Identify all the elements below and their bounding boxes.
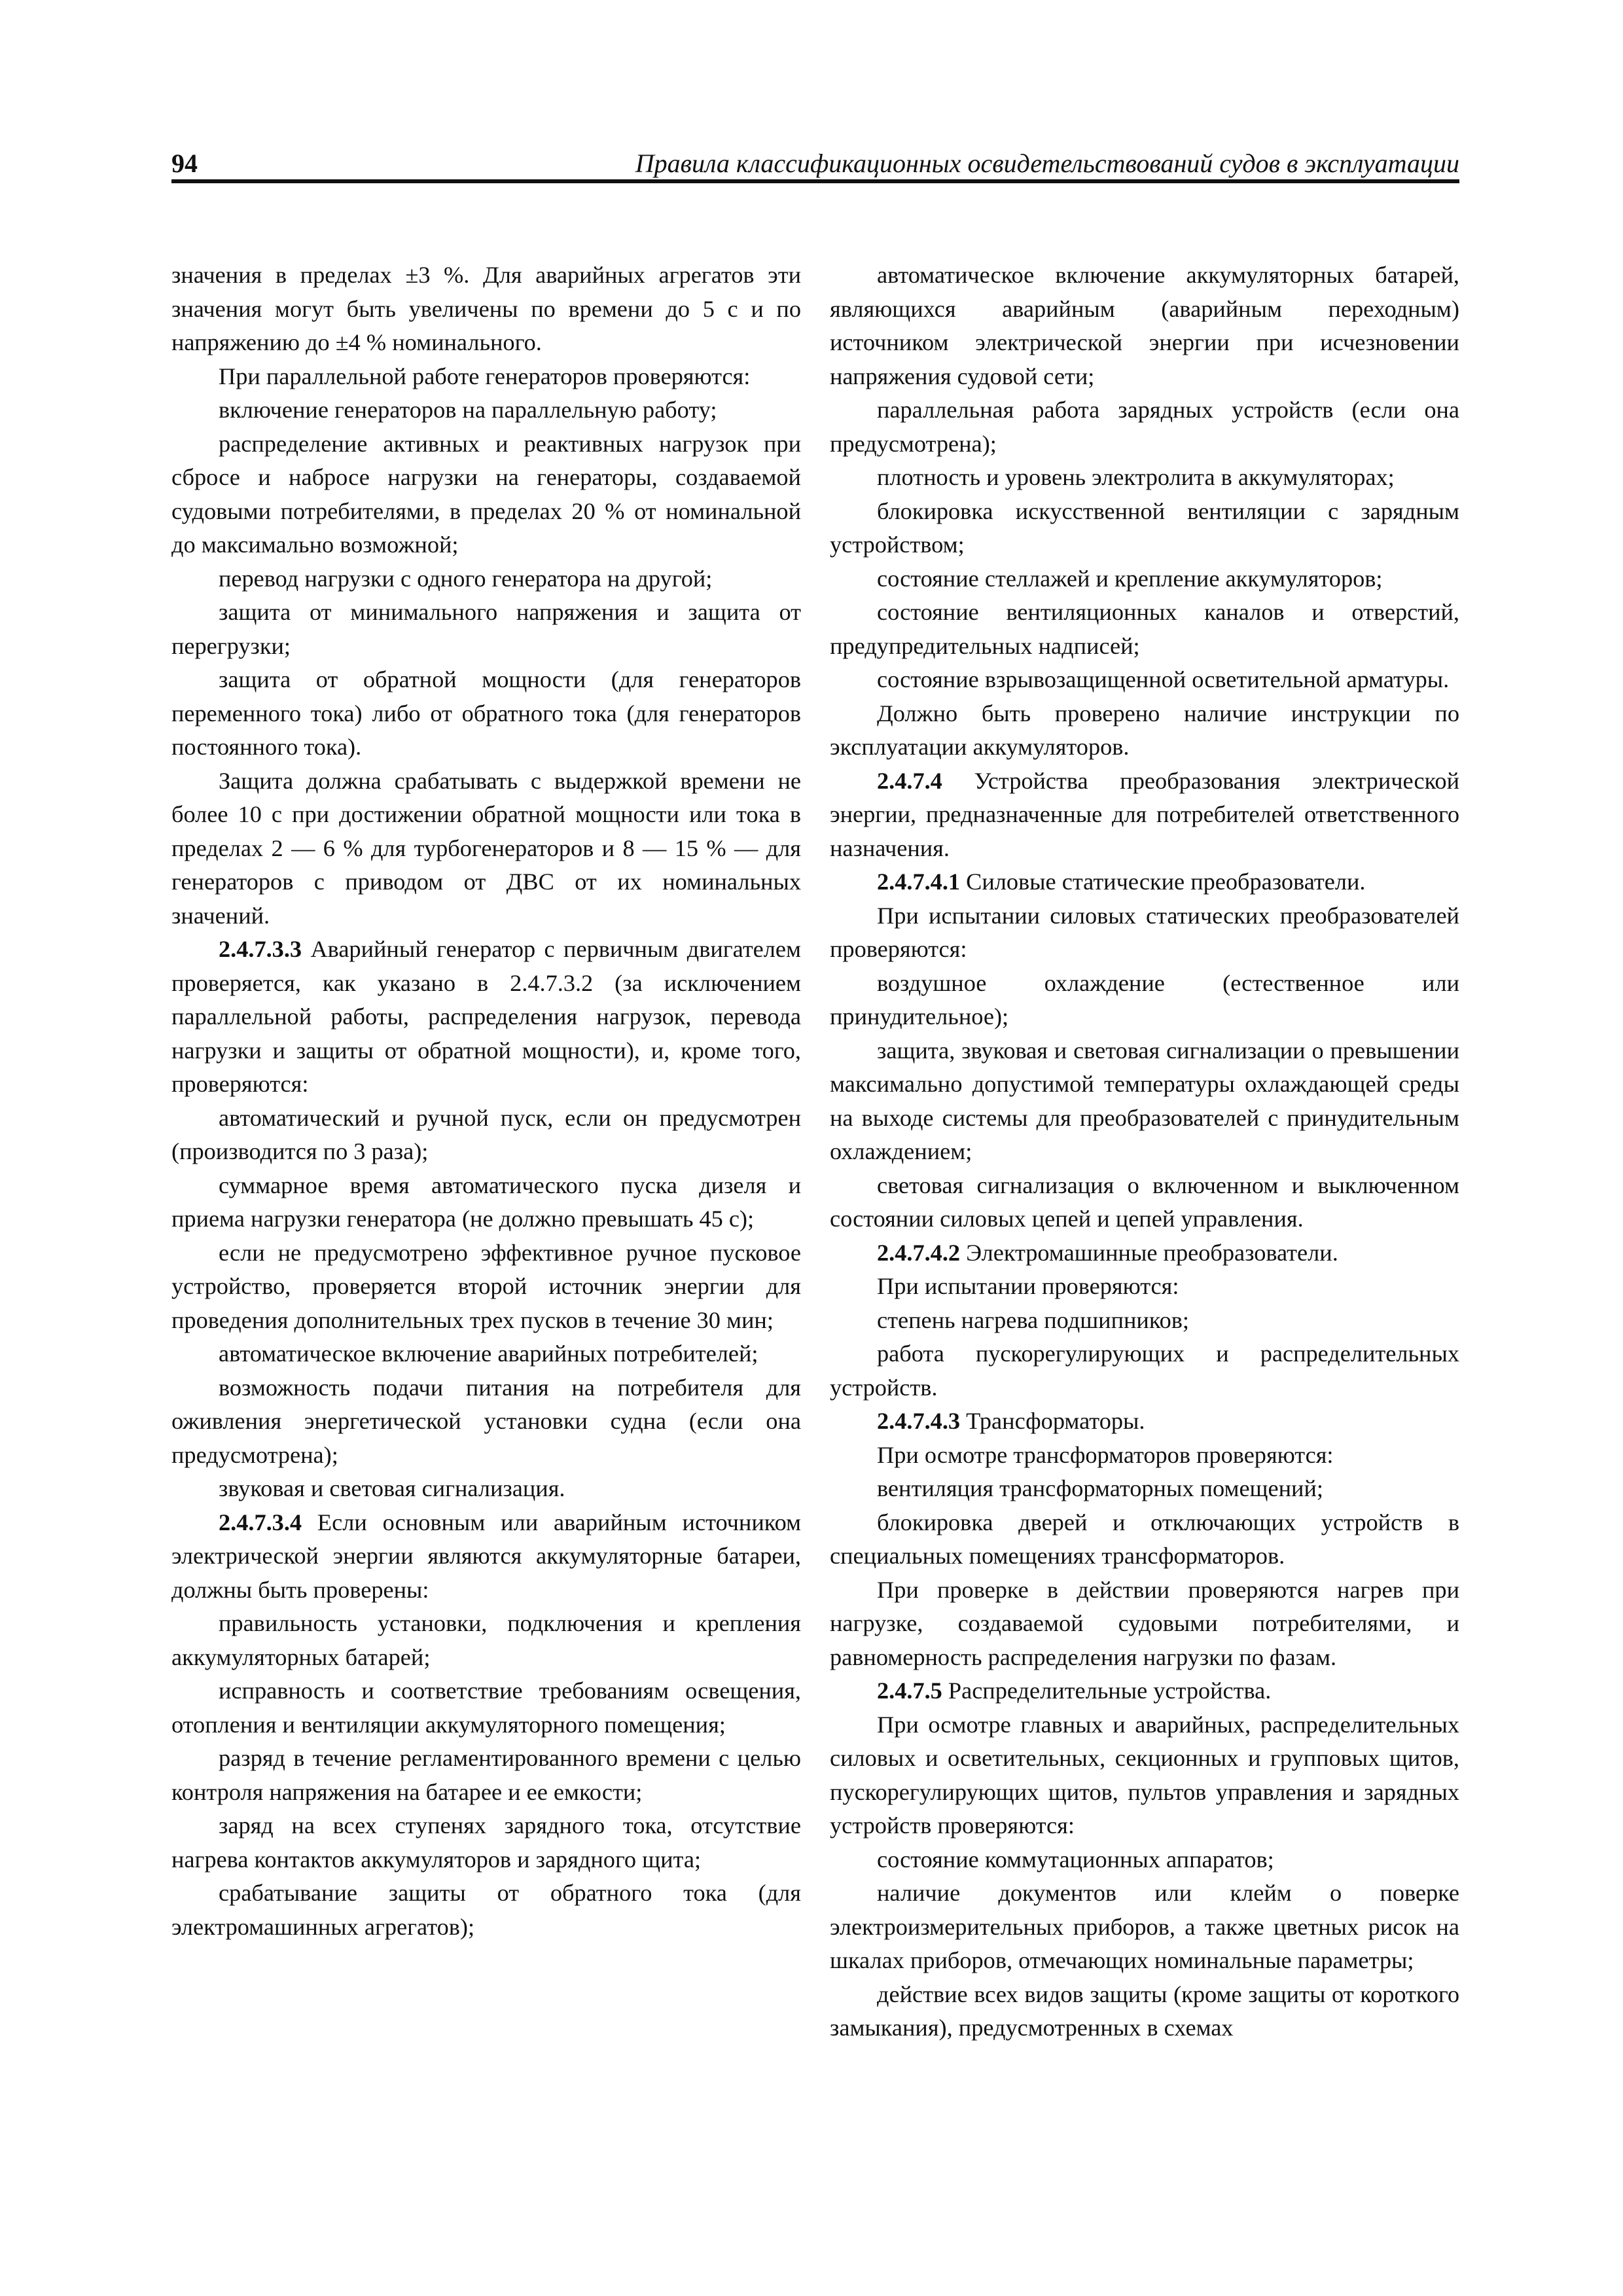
paragraph-text: исправность и соответствие требованиям освещения, отопления и вентиляции аккумуляторного помещения; [171,1677,801,1738]
section-number: 2.4.7.3.4 [219,1509,302,1535]
paragraph-text: состояние взрывозащищенной осветительной арматуры. [877,666,1450,692]
paragraph [171,1742,801,1809]
section-number: 2.4.7.4.2 [877,1239,961,1266]
paragraph-text: действие всех видов защиты (кроме защиты от короткого замыкания), предусмотренных в схемах [830,1981,1459,2041]
paragraph-text: состояние коммутационных аппаратов; [877,1846,1274,1873]
paragraph-text: распределение активных и реактивных нагрузок при сбросе и набросе нагрузки на генераторы, создаваемой судовыми потребителями, в пределах 20 % от номинальной до максимально возможной; [171,430,801,558]
paragraph [830,697,1459,764]
paragraph-text: Силовые статические преобразователи. [960,869,1366,895]
paragraph [171,1506,801,1607]
paragraph [830,1405,1459,1439]
paragraph [171,1674,801,1742]
paragraph-text: состояние вентиляционных каналов и отверстий, предупредительных надписей; [830,599,1459,659]
paragraph [171,764,801,933]
paragraph [830,1843,1459,1877]
paragraph [830,259,1459,393]
paragraph [171,1876,801,1944]
paragraph-text: правильность установки, подключения и крепления аккумуляторных батарей; [171,1610,801,1670]
paragraph [171,1371,801,1473]
paragraph-text: При проверке в действии проверяются нагрев при нагрузке, создаваемой судовыми потребителями, и равномерность распределения нагрузки по фазам. [830,1576,1459,1670]
paragraph [830,1472,1459,1506]
paragraph [830,1304,1459,1338]
paragraph [830,1034,1459,1169]
paragraph [830,1337,1459,1405]
paragraph-text: Трансформаторы. [960,1408,1145,1434]
paragraph-text: значения в пределах ±3 %. Для аварийных агрегатов эти значения могут быть увеличены по времени до 5 с и по напряжению до ±4 % номинального. [171,262,801,355]
paragraph-text: Распределительные устройства. [942,1677,1272,1704]
paragraph [830,1708,1459,1843]
paragraph [171,360,801,394]
paragraph [830,764,1459,866]
paragraph-text: наличие документов или клейм о поверке электроизмерительных приборов, а также цветных рисок на шкалах приборов, отмечающих номинальные параметры; [830,1880,1459,1973]
section-number: 2.4.7.5 [877,1677,942,1704]
paragraph-text: Должно быть проверено наличие инструкции по эксплуатации аккумуляторов. [830,700,1459,760]
paragraph-text: При параллельной работе генераторов проверяются: [219,363,751,389]
paragraph [830,562,1459,596]
paragraph [830,1876,1459,1978]
left-column [171,259,801,1944]
paragraph-text: автоматическое включение аварийных потребителей; [219,1340,758,1367]
paragraph [171,1102,801,1169]
paragraph-text: Аварийный генератор с первичным двигателем проверяется, как указано в 2.4.7.3.2 (за исключением параллельной работы, распределения нагрузок, перевода нагрузки и защиты от обратной мощности), и, кроме того, проверяются: [171,936,801,1097]
paragraph [830,1270,1459,1304]
paragraph [171,1809,801,1876]
paragraph [830,495,1459,562]
section-number: 2.4.7.4.3 [877,1408,961,1434]
paragraph-text: разряд в течение регламентированного времени с целью контроля напряжения на батарее и ее емкости; [171,1745,801,1805]
paragraph [830,967,1459,1034]
paragraph [830,1169,1459,1236]
paragraph [171,1337,801,1371]
right-column [830,259,1459,2045]
paragraph [830,1674,1459,1708]
paragraph [171,562,801,596]
paragraph-text: перевод нагрузки с одного генератора на другой; [219,565,713,592]
paragraph-text: защита от обратной мощности (для генераторов переменного тока) либо от обратного тока (для генераторов постоянного тока). [171,666,801,760]
paragraph [830,865,1459,899]
paragraph [171,596,801,663]
paragraph-text: если не предусмотрено эффективное ручное пусковое устройство, проверяется второй источник энергии для проведения дополнительных трех пусков в течение 30 мин; [171,1239,801,1333]
paragraph-text: При испытании проверяются: [877,1273,1179,1299]
paragraph-text: При осмотре главных и аварийных, распределительных силовых и осветительных, секционных и групповых щитов, пускорегулирующих щитов, пультов управления и зарядных устройств проверяются: [830,1711,1459,1839]
paragraph [830,596,1459,663]
paragraph [830,1978,1459,2045]
section-number: 2.4.7.4.1 [877,869,961,895]
paragraph-text: звуковая и световая сигнализация. [219,1475,565,1501]
paragraph [171,1607,801,1674]
paragraph-text: При испытании силовых статических преобразователей проверяются: [830,902,1459,962]
paragraph-text: При осмотре трансформаторов проверяются: [877,1441,1334,1468]
paragraph-text: параллельная работа зарядных устройств (если она предусмотрена); [830,397,1459,457]
paragraph-text: плотность и уровень электролита в аккумуляторах; [877,464,1395,490]
paragraph [830,1573,1459,1675]
paragraph-text: Если основным или аварийным источником электрической энергии являются аккумуляторные батареи, должны быть проверены: [171,1509,801,1603]
paragraph [171,393,801,427]
paragraph-text: Устройства преобразования электрической энергии, предназначенные для потребителей ответственного назначения. [830,767,1459,861]
paragraph [830,1506,1459,1573]
header-rule [171,179,1459,183]
paragraph [171,1472,801,1506]
paragraph-text: Защита должна срабатывать с выдержкой времени не более 10 с при достижении обратной мощности или тока в пределах 2 — 6 % для турбогенераторов и 8 — 15 % — для генераторов с приводом от ДВС от их номинальных значений. [171,767,801,929]
paragraph [830,1439,1459,1473]
page-number: 94 [171,149,198,178]
paragraph-text: блокировка искусственной вентиляции с зарядным устройством; [830,497,1459,558]
paragraph [171,1169,801,1236]
paragraph [171,259,801,360]
paragraph-text: срабатывание защиты от обратного тока (для электромашинных агрегатов); [171,1880,801,1940]
paragraph [171,663,801,764]
paragraph-text: автоматический и ручной пуск, если он предусмотрен (производится по 3 раза); [171,1104,801,1164]
paragraph-text: воздушное охлаждение (естественное или принудительное); [830,969,1459,1030]
paragraph [171,933,801,1102]
paragraph-text: вентиляция трансформаторных помещений; [877,1475,1323,1501]
paragraph [830,663,1459,697]
section-number: 2.4.7.3.3 [219,936,302,962]
paragraph-text: блокировка дверей и отключающих устройств в специальных помещениях трансформаторов. [830,1509,1459,1569]
paragraph-text: Электромашинные преобразователи. [960,1239,1338,1266]
running-title: Правила классификационных освидетельствований судов в эксплуатации [635,149,1459,178]
paragraph-text: включение генераторов на параллельную работу; [219,397,717,423]
page-header [171,145,1459,182]
paragraph-text: возможность подачи питания на потребителя для оживления энергетической установки судна (если она предусмотрена); [171,1374,801,1468]
paragraph [171,1236,801,1338]
paragraph-text: автоматическое включение аккумуляторных батарей, являющихся аварийным (аварийным переходным) источником электрической энергии при исчезновении напряжения судовой сети; [830,262,1459,389]
paragraph [830,1236,1459,1270]
paragraph-text: защита от минимального напряжения и защита от перегрузки; [171,599,801,659]
paragraph-text: состояние стеллажей и крепление аккумуляторов; [877,565,1383,592]
paragraph-text: защита, звуковая и световая сигнализации о превышении максимально допустимой температуры охлаждающей среды на выходе системы для преобразователей с принудительным охлаждением; [830,1037,1459,1164]
paragraph-text: суммарное время автоматического пуска дизеля и приема нагрузки генератора (не должно превышать 45 с); [171,1172,801,1232]
paragraph-text: заряд на всех ступенях зарядного тока, отсутствие нагрева контактов аккумуляторов и зарядного щита; [171,1812,801,1873]
paragraph-text: работа пускорегулирующих и распределительных устройств. [830,1340,1459,1401]
paragraph [830,393,1459,461]
paragraph [830,899,1459,967]
paragraph [171,427,801,562]
paragraph-text: световая сигнализация о включенном и выключенном состоянии силовых цепей и цепей управления. [830,1172,1459,1232]
paragraph [830,461,1459,495]
section-number: 2.4.7.4 [877,767,942,794]
paragraph-text: степень нагрева подшипников; [877,1306,1189,1333]
